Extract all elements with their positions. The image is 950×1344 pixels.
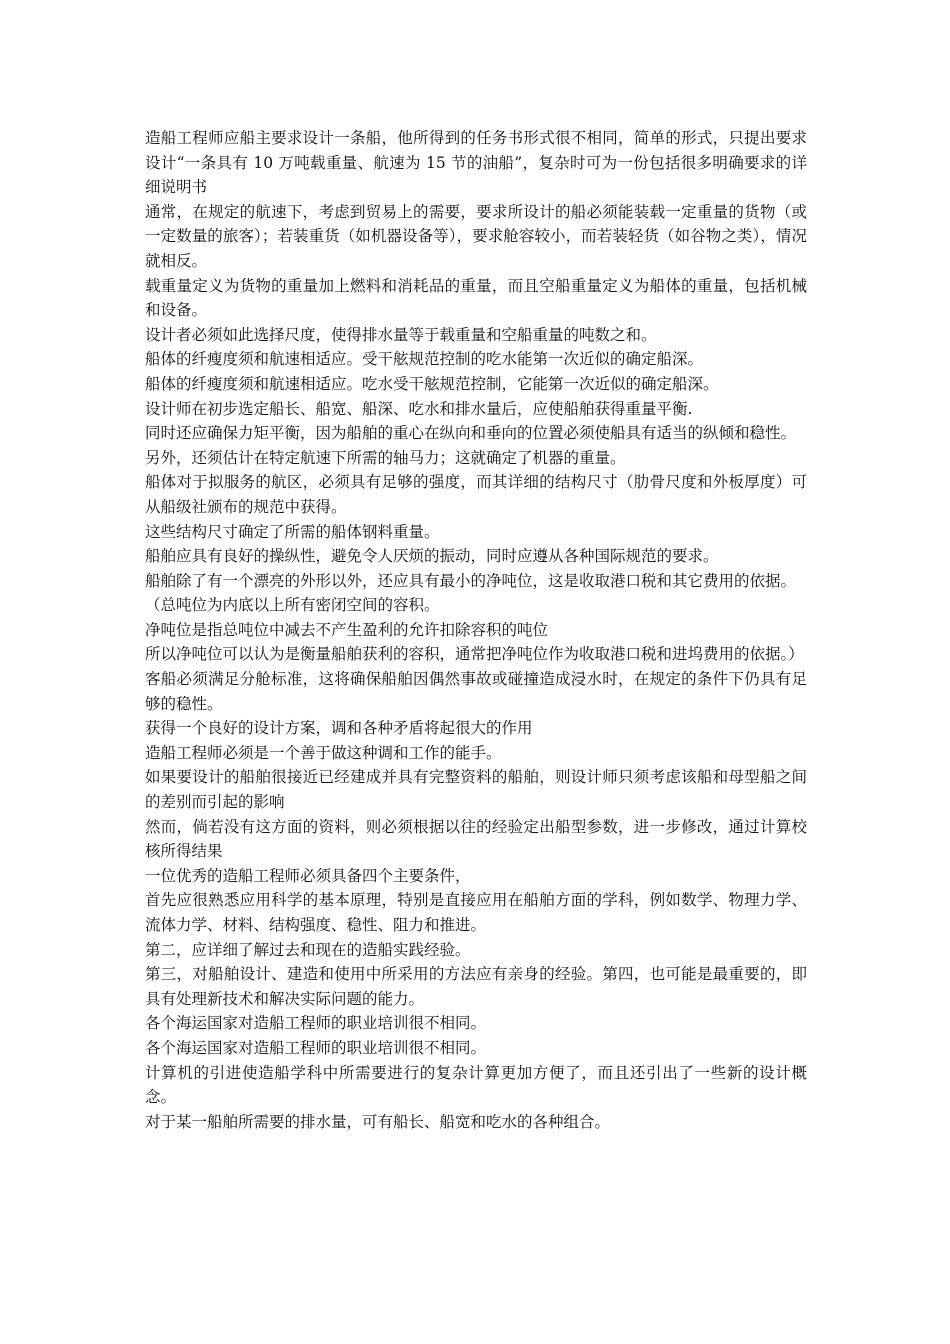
paragraph-16: 所以净吨位可以认为是衡量船舶获利的容积，通常把净吨位作为收取港口税和进坞费用的依据。）	[145, 645, 804, 664]
paragraph-1: 造船工程师应船主要求设计一条船，他所得到的任务书形式很不相同，简单的形式，只提出要求设计“一条具有 10 万吨载重量、航速为 15 节的油船”，复杂时可为一份包括很多明确要求的详细说明书	[145, 129, 807, 197]
paragraph-24: 第二，应详细了解过去和现在的造船实践经验。	[145, 940, 471, 959]
paragraph-28: 计算机的引进使造船学科中所需要进行的复杂计算更加方便了，而且还引出了一些新的设计概念。	[145, 1063, 807, 1107]
paragraph-29: 对于某一船舶所需要的排水量，可有船长、船宽和吃水的各种组合。	[145, 1112, 611, 1131]
paragraph-14: （总吨位为内底以上所有密闭空间的容积。	[145, 596, 440, 615]
paragraph-17: 客船必须满足分舱标准，这将确保船舶因偶然事故或碰撞造成浸水时，在规定的条件下仍具有足够的稳性。	[145, 670, 807, 713]
paragraph-15: 净吨位是指总吨位中减去不产生盈利的允许扣除容积的吨位	[145, 620, 549, 639]
paragraph-22: 一位优秀的造船工程师必须具备四个主要条件，	[145, 866, 471, 885]
paragraph-27: 各个海运国家对造船工程师的职业培训很不相同。	[145, 1038, 487, 1057]
paragraph-10: 船体对于拟服务的航区，必须具有足够的强度，而其详细的结构尺寸（肋骨尺度和外板厚度）可从船级社颁布的规范中获得。	[145, 473, 807, 516]
paragraph-5: 船体的纤瘦度须和航速相适应。受干舷规范控制的吃水能第一次近似的确定船深。	[145, 350, 704, 369]
paragraph-13: 船舶除了有一个漂亮的外形以外，还应具有最小的净吨位，这是收取港口税和其它费用的依据。	[145, 571, 797, 590]
paragraph-25: 第三，对船舶设计、建造和使用中所采用的方法应有亲身的经验。第四，也可能是最重要的，即具有处理新技术和解决实际问题的能力。	[145, 965, 807, 1008]
paragraph-8: 同时还应确保力矩平衡，因为船舶的重心在纵向和垂向的位置必须使船具有适当的纵倾和稳性。	[145, 424, 797, 443]
paragraph-26: 各个海运国家对造船工程师的职业培训很不相同。	[145, 1014, 487, 1033]
paragraph-11: 这些结构尺寸确定了所需的船体钢料重量。	[145, 522, 440, 541]
paragraph-7: 设计师在初步选定船长、船宽、船深、吃水和排水量后，应使船舶获得重量平衡.	[145, 399, 693, 418]
paragraph-4: 设计者必须如此选择尺度，使得排水量等于载重量和空船重量的吨数之和。	[145, 325, 657, 344]
paragraph-23: 首先应很熟悉应用科学的基本原理，特别是直接应用在船舶方面的学科，例如数学、物理力学、流体力学、材料、结构强度、稳性、阻力和推进。	[145, 891, 807, 934]
paragraph-18: 获得一个良好的设计方案，调和各种矛盾将起很大的作用	[145, 719, 533, 738]
paragraph-6: 船体的纤瘦度须和航速相适应。吃水受干舷规范控制，它能第一次近似的确定船深。	[145, 374, 719, 393]
paragraph-19: 造船工程师必须是一个善于做这种调和工作的能手。	[145, 743, 502, 762]
paragraph-20: 如果要设计的船舶很接近已经建成并具有完整资料的船舶，则设计师只须考虑该船和母型船之间的差别而引起的影响	[145, 768, 807, 812]
paragraph-9: 另外，还须估计在特定航速下所需的轴马力；这就确定了机器的重量。	[145, 448, 626, 467]
paragraph-2: 通常，在规定的航速下，考虑到贸易上的需要，要求所设计的船必须能装载一定重量的货物（或一定数量的旅客）；若装重货（如机器设备等），要求舱容较小，而若装轻货（如谷物之类），情况就相反。	[145, 202, 807, 270]
document-body	[145, 126, 807, 1134]
paragraph-21: 然而，倘若没有这方面的资料，则必须根据以往的经验定出船型参数，进一步修改，通过计算校核所得结果	[145, 817, 807, 861]
paragraph-12: 船舶应具有良好的操纵性，避免令人厌烦的振动，同时应遵从各种国际规范的要求。	[145, 547, 719, 566]
paragraph-3: 载重量定义为货物的重量加上燃料和消耗品的重量，而且空船重量定义为船体的重量，包括机械和设备。	[145, 276, 807, 320]
